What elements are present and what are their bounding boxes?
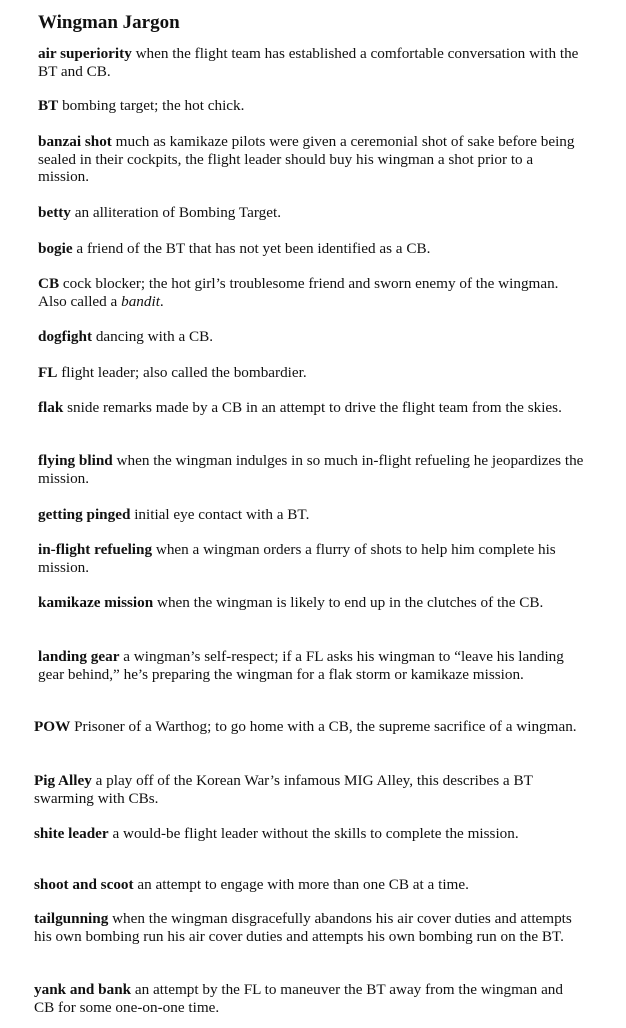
- entry-term: air superiority: [38, 45, 132, 62]
- entry-definition: snide remarks made by a CB in an attempt to drive the flight team from the skies.: [63, 399, 562, 416]
- glossary-entry: [34, 825, 582, 843]
- entry-term: BT: [38, 97, 59, 114]
- entry-term: shoot and scoot: [34, 876, 134, 893]
- entry-term: flak: [38, 399, 64, 416]
- entry-definition: Prisoner of a Warthog; to go home with a CB, the supreme sacrifice of a wingman.: [70, 718, 577, 735]
- entry-definition-emphasis: bandit: [121, 292, 160, 310]
- entry-definition: a play off of the Korean War’s infamous MIG Alley, this describes a BT swarming with CBs.: [34, 772, 533, 807]
- glossary-entry: [34, 910, 582, 945]
- entry-term: FL: [38, 364, 58, 381]
- entry-term: dogfight: [38, 328, 93, 345]
- glossary-entry: [38, 399, 586, 417]
- entry-definition: an attempt by the FL to maneuver the BT away from the wingman and CB for some one-on-one time.: [34, 981, 563, 1016]
- entry-term: betty: [38, 204, 71, 221]
- glossary-entry: [38, 648, 586, 683]
- entry-term: shite leader: [34, 825, 109, 842]
- glossary-entry: [34, 876, 582, 894]
- glossary-entry: [38, 45, 586, 80]
- entry-term: yank and bank: [34, 981, 132, 998]
- glossary-entry: [38, 133, 586, 186]
- entry-definition: cock blocker; the hot girl’s troublesome friend and sworn enemy of the wingman. Also called a: [38, 275, 559, 310]
- entry-term: banzai shot: [38, 133, 112, 150]
- glossary-entry: [34, 718, 582, 736]
- page-title: Wingman Jargon: [38, 12, 180, 33]
- entry-definition: much as kamikaze pilots were given a ceremonial shot of sake before being sealed in their cockpits, the flight leader should buy his wingman a shot prior to a mission.: [38, 133, 575, 185]
- entry-definition: an alliteration of Bombing Target.: [70, 204, 282, 221]
- entry-definition: when the wingman is likely to end up in the clutches of the CB.: [153, 594, 544, 611]
- entry-definition: a wingman’s self-respect; if a FL asks his wingman to “leave his landing gear behind,” he’s preparing the wingman for a flak storm or kamikaze mission.: [38, 648, 564, 683]
- entry-definition: flight leader; also called the bombardier.: [57, 364, 307, 381]
- entry-term: POW: [34, 718, 71, 735]
- glossary-entry: [38, 275, 586, 310]
- entry-definition: a friend of the BT that has not yet been identified as a CB.: [72, 240, 431, 257]
- entry-definition: initial eye contact with a BT.: [130, 506, 310, 523]
- entry-definition: when a wingman orders a flurry of shots to help him complete his mission.: [38, 541, 556, 576]
- entry-definition: when the wingman disgracefully abandons his air cover duties and attempts his own bombing run his air cover duties and attempts his own bombing run on the BT.: [34, 910, 572, 945]
- glossary-entry: [38, 240, 586, 258]
- glossary-entry: [38, 541, 586, 576]
- entry-term: landing gear: [38, 648, 120, 665]
- glossary-entry: [34, 981, 582, 1016]
- entry-term: flying blind: [38, 452, 113, 469]
- entry-definition: bombing target; the hot chick.: [58, 97, 245, 114]
- entry-term: CB: [38, 275, 60, 292]
- entry-definition-tail: .: [159, 292, 164, 310]
- entry-term: getting pinged: [38, 506, 131, 523]
- glossary-entry: [38, 204, 586, 222]
- entry-definition: a would-be flight leader without the skills to complete the mission.: [108, 825, 519, 842]
- glossary-entry: [38, 594, 586, 612]
- glossary-entry: [38, 97, 586, 115]
- entry-term: kamikaze mission: [38, 594, 154, 611]
- glossary-entry: [38, 328, 586, 346]
- glossary-entry: [38, 364, 586, 382]
- entry-term: in-flight refueling: [38, 541, 153, 558]
- glossary-entry: [38, 506, 586, 524]
- entry-definition: dancing with a CB.: [92, 328, 214, 345]
- entry-definition: when the flight team has established a comfortable conversation with the BT and CB.: [38, 45, 579, 80]
- entry-definition: when the wingman indulges in so much in-flight refueling he jeopardizes the mission.: [38, 452, 584, 487]
- glossary-entry: [34, 772, 582, 807]
- entry-definition: an attempt to engage with more than one CB at a time.: [133, 876, 469, 893]
- entry-term: bogie: [38, 240, 73, 257]
- entry-term: Pig Alley: [34, 772, 92, 789]
- glossary-entry: [38, 452, 586, 487]
- entry-term: tailgunning: [34, 910, 109, 927]
